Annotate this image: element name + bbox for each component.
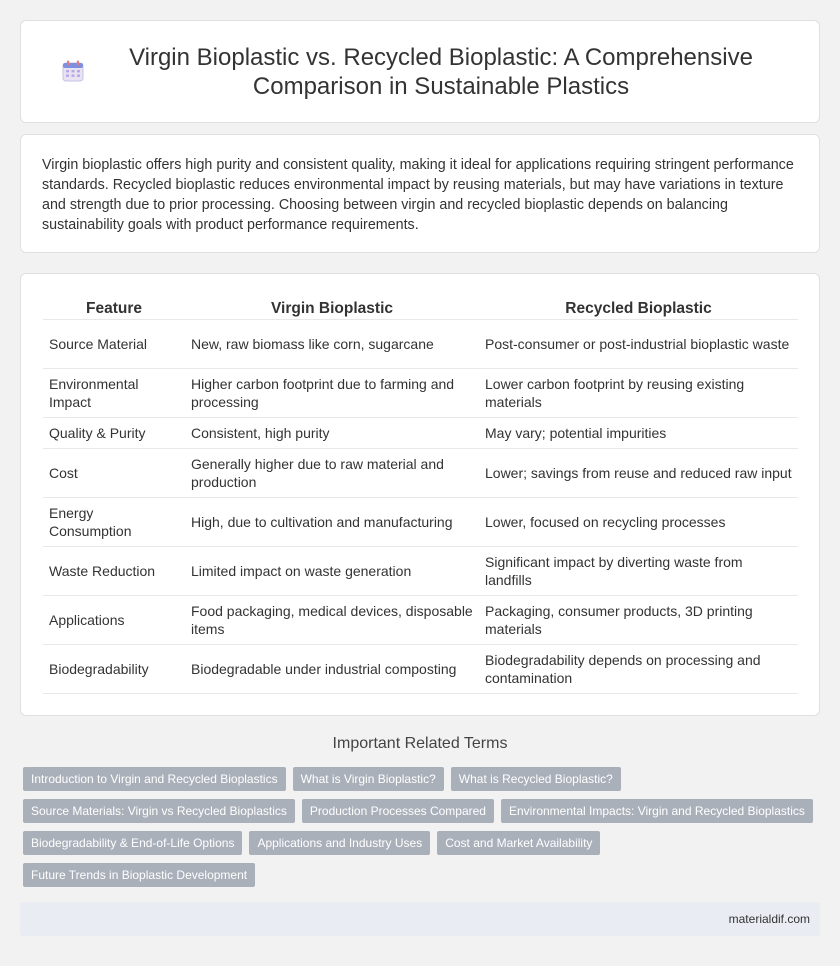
summary-text: Virgin bioplastic offers high purity and consistent quality, making it ideal for applications requiring stringent performance standards. Recycled bioplastic reduces environmental impact by reusing materials, but may have variations in texture and strength due to prior processing. Choosing between virgin and recycled bioplastic depends on balancing sustainability goals with product performance requirements. <box>42 157 794 233</box>
virgin-cell: Biodegradable under industrial composting <box>185 644 479 693</box>
feature-cell: Applications <box>43 595 185 644</box>
summary-card <box>20 134 820 253</box>
virgin-cell: Limited impact on waste generation <box>185 546 479 595</box>
virgin-cell: Generally higher due to raw material and production <box>185 448 479 497</box>
header-card <box>20 20 820 123</box>
header-recycled: Recycled Bioplastic <box>479 296 798 319</box>
feature-cell: Environmental Impact <box>43 368 185 417</box>
calendar-icon <box>61 59 85 83</box>
related-terms-tags <box>23 767 823 887</box>
related-terms-title: Important Related Terms <box>332 735 508 752</box>
tag-biodegradability[interactable]: Biodegradability & End-of-Life Options <box>23 831 242 855</box>
recycled-cell: May vary; potential impurities <box>479 417 798 448</box>
virgin-cell: Food packaging, medical devices, disposable items <box>185 595 479 644</box>
feature-cell: Cost <box>43 448 185 497</box>
recycled-cell: Lower, focused on recycling processes <box>479 497 798 546</box>
tag-what-is-virgin[interactable]: What is Virgin Bioplastic? <box>293 767 444 791</box>
table-row <box>43 368 798 417</box>
tag-what-is-recycled[interactable]: What is Recycled Bioplastic? <box>451 767 621 791</box>
header-inner <box>21 43 819 101</box>
tag-environmental-impacts[interactable]: Environmental Impacts: Virgin and Recycled Bioplastics <box>501 799 813 823</box>
feature-cell: Quality & Purity <box>43 417 185 448</box>
tag-source-materials[interactable]: Source Materials: Virgin vs Recycled Bioplastics <box>23 799 295 823</box>
feature-cell: Source Material <box>43 319 185 368</box>
header-virgin: Virgin Bioplastic <box>185 296 479 319</box>
virgin-cell: Higher carbon footprint due to farming and processing <box>185 368 479 417</box>
feature-cell: Biodegradability <box>43 644 185 693</box>
virgin-cell: High, due to cultivation and manufacturing <box>185 497 479 546</box>
tag-production-processes[interactable]: Production Processes Compared <box>302 799 494 823</box>
table-row <box>43 497 798 546</box>
footer <box>20 902 820 936</box>
tag-applications[interactable]: Applications and Industry Uses <box>249 831 430 855</box>
feature-cell: Energy Consumption <box>43 497 185 546</box>
comparison-table <box>43 296 798 694</box>
recycled-cell: Lower carbon footprint by reusing existing materials <box>479 368 798 417</box>
recycled-cell: Packaging, consumer products, 3D printing materials <box>479 595 798 644</box>
footer-site: materialdif.com <box>728 912 810 926</box>
page-title: Virgin Bioplastic vs. Recycled Bioplastic: A Comprehensive Comparison in Sustainable Plastics <box>129 43 753 100</box>
recycled-cell: Significant impact by diverting waste from landfills <box>479 546 798 595</box>
table-row <box>43 546 798 595</box>
tag-cost-market[interactable]: Cost and Market Availability <box>437 831 600 855</box>
header-feature: Feature <box>43 296 185 319</box>
comparison-card <box>20 273 820 716</box>
virgin-cell: Consistent, high purity <box>185 417 479 448</box>
table-row <box>43 319 798 368</box>
table-row <box>43 644 798 693</box>
recycled-cell: Biodegradability depends on processing and contamination <box>479 644 798 693</box>
table-header-row <box>43 296 798 319</box>
tag-future-trends[interactable]: Future Trends in Bioplastic Development <box>23 863 255 887</box>
recycled-cell: Lower; savings from reuse and reduced raw input <box>479 448 798 497</box>
tag-intro[interactable]: Introduction to Virgin and Recycled Bioplastics <box>23 767 286 791</box>
virgin-cell: New, raw biomass like corn, sugarcane <box>185 319 479 368</box>
feature-cell: Waste Reduction <box>43 546 185 595</box>
recycled-cell: Post-consumer or post-industrial bioplastic waste <box>479 319 798 368</box>
table-row <box>43 417 798 448</box>
table-row <box>43 448 798 497</box>
table-row <box>43 595 798 644</box>
